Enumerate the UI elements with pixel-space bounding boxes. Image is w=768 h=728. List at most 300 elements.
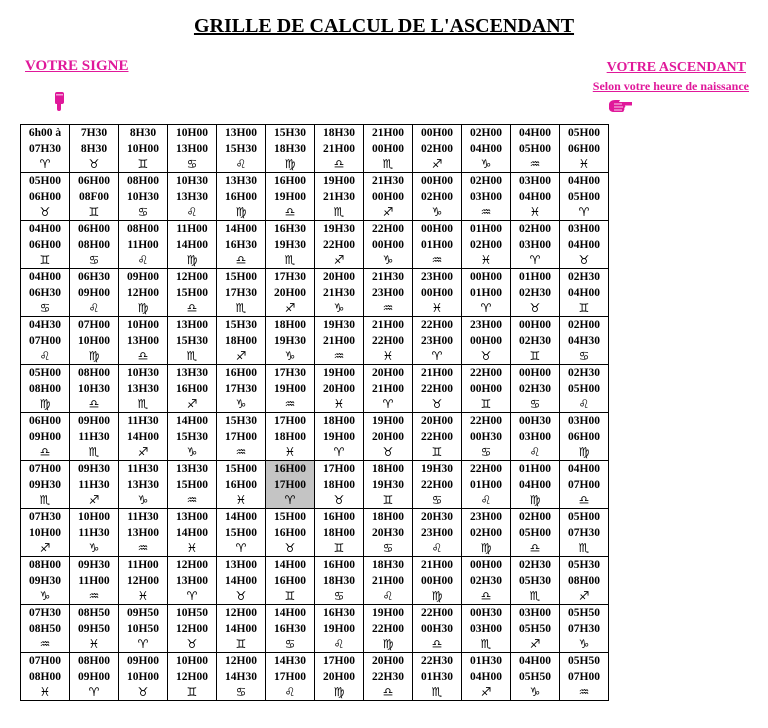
grid-cell [70, 461, 119, 509]
zodiac-sign-icon: ♓ [39, 685, 51, 699]
time-end: 10H00 [127, 143, 159, 155]
time-start: 09H00 [127, 271, 159, 283]
grid-cell [168, 461, 217, 509]
time-end: 00H30 [421, 623, 453, 635]
time-start: 17H00 [274, 415, 306, 427]
time-end: 12H00 [176, 671, 208, 683]
zodiac-sign-icon: ♉ [88, 157, 100, 171]
grid-cell [168, 125, 217, 173]
time-start: 10H00 [176, 127, 208, 139]
zodiac-sign-icon: ♍ [235, 205, 247, 219]
zodiac-sign-icon: ♑ [137, 493, 149, 507]
zodiac-sign-icon: ♓ [88, 637, 100, 651]
pointing-down-hand-icon [51, 92, 67, 114]
time-start: 04H00 [519, 655, 551, 667]
time-end: 04H00 [470, 143, 502, 155]
grid-cell [560, 413, 609, 461]
time-start: 16H30 [274, 223, 306, 235]
time-end: 22H30 [372, 671, 404, 683]
zodiac-sign-icon: ♏ [137, 397, 149, 411]
zodiac-sign-icon: ♐ [235, 349, 247, 363]
zodiac-sign-icon: ♈ [382, 397, 394, 411]
zodiac-sign-icon: ♉ [578, 253, 590, 267]
grid-cell [315, 173, 364, 221]
grid-cell [511, 365, 560, 413]
time-start: 07H30 [29, 607, 61, 619]
time-start: 01H00 [470, 223, 502, 235]
grid-cell [315, 509, 364, 557]
zodiac-sign-icon: ♌ [235, 157, 247, 171]
time-start: 6h00 à [28, 127, 62, 139]
zodiac-sign-icon: ♏ [39, 493, 51, 507]
zodiac-sign-icon: ♊ [480, 397, 492, 411]
time-end: 13H00 [127, 335, 159, 347]
grid-cell [413, 173, 462, 221]
zodiac-sign-icon: ♋ [382, 541, 394, 555]
zodiac-sign-icon: ♋ [431, 493, 443, 507]
page-title [0, 15, 768, 38]
zodiac-sign-icon: ♒ [431, 253, 443, 267]
grid-cell [119, 365, 168, 413]
zodiac-sign-icon: ♉ [333, 493, 345, 507]
zodiac-sign-icon: ♉ [529, 301, 541, 315]
grid-cell [168, 269, 217, 317]
time-end: 18H00 [274, 431, 306, 443]
zodiac-sign-icon: ♎ [284, 205, 296, 219]
zodiac-sign-icon: ♎ [235, 253, 247, 267]
grid-cell [168, 605, 217, 653]
time-end: 18H00 [323, 479, 355, 491]
grid-cell [511, 269, 560, 317]
zodiac-sign-icon: ♌ [382, 589, 394, 603]
zodiac-sign-icon: ♑ [529, 685, 541, 699]
time-end: 14H30 [225, 671, 257, 683]
time-end: 17H00 [274, 671, 306, 683]
time-end: 03H00 [470, 623, 502, 635]
grid-cell [462, 365, 511, 413]
grid-row [21, 605, 609, 653]
time-start: 18H00 [372, 511, 404, 523]
time-start: 18H00 [372, 463, 404, 475]
zodiac-sign-icon: ♐ [480, 685, 492, 699]
grid-cell [21, 461, 70, 509]
grid-cell [70, 605, 119, 653]
zodiac-sign-icon: ♋ [480, 445, 492, 459]
time-end: 18H30 [274, 143, 306, 155]
zodiac-sign-icon: ♌ [88, 301, 100, 315]
zodiac-sign-icon: ♏ [578, 541, 590, 555]
zodiac-sign-icon: ♐ [137, 445, 149, 459]
zodiac-sign-icon: ♓ [137, 589, 149, 603]
zodiac-sign-icon: ♍ [529, 493, 541, 507]
time-start: 21H00 [372, 319, 404, 331]
time-start: 19H00 [372, 607, 404, 619]
grid-cell [413, 413, 462, 461]
zodiac-sign-icon: ♊ [382, 493, 394, 507]
grid-cell [168, 365, 217, 413]
zodiac-sign-icon: ♒ [382, 301, 394, 315]
time-start: 18H00 [323, 415, 355, 427]
zodiac-sign-icon: ♒ [480, 205, 492, 219]
zodiac-sign-icon: ♊ [284, 589, 296, 603]
time-start: 20H00 [372, 367, 404, 379]
time-end: 09H30 [29, 479, 61, 491]
grid-cell [119, 125, 168, 173]
grid-cell [560, 269, 609, 317]
time-end: 23H00 [421, 335, 453, 347]
grid-cell [70, 557, 119, 605]
zodiac-sign-icon: ♊ [529, 349, 541, 363]
your-ascendant-label: VOTRE ASCENDANT [606, 60, 746, 75]
grid-cell [266, 317, 315, 365]
grid-cell [217, 557, 266, 605]
grid-cell [462, 125, 511, 173]
time-start: 14H30 [274, 655, 306, 667]
time-start: 17H30 [274, 271, 306, 283]
time-start: 20H30 [421, 511, 453, 523]
zodiac-sign-icon: ♈ [578, 205, 590, 219]
grid-row [21, 653, 609, 701]
zodiac-sign-icon: ♏ [529, 589, 541, 603]
time-start: 07H00 [78, 319, 110, 331]
time-end: 04H00 [568, 239, 600, 251]
time-start: 15H00 [225, 271, 257, 283]
grid-cell [217, 461, 266, 509]
zodiac-sign-icon: ♎ [431, 637, 443, 651]
grid-cell [70, 125, 119, 173]
grid-cell [217, 509, 266, 557]
time-end: 00H30 [470, 431, 502, 443]
grid-cell [560, 461, 609, 509]
grid-cell [266, 173, 315, 221]
zodiac-sign-icon: ♌ [39, 349, 51, 363]
time-end: 00H00 [470, 335, 502, 347]
time-start: 04H00 [568, 175, 600, 187]
time-end: 18H00 [225, 335, 257, 347]
time-end: 07H30 [29, 143, 61, 155]
zodiac-sign-icon: ♒ [529, 157, 541, 171]
grid-cell [364, 125, 413, 173]
time-end: 09H00 [78, 671, 110, 683]
time-start: 12H00 [225, 655, 257, 667]
zodiac-sign-icon: ♐ [431, 157, 443, 171]
zodiac-sign-icon: ♌ [137, 253, 149, 267]
grid-cell [21, 221, 70, 269]
time-end: 16H00 [274, 527, 306, 539]
time-end: 08H00 [78, 239, 110, 251]
time-end: 02H30 [470, 575, 502, 587]
grid-cell [462, 653, 511, 701]
grid-cell [266, 269, 315, 317]
time-end: 19H00 [274, 383, 306, 395]
grid-cell [462, 413, 511, 461]
time-end: 18H30 [323, 575, 355, 587]
time-start: 22H00 [421, 607, 453, 619]
grid-cell [21, 173, 70, 221]
time-start: 04H00 [29, 223, 61, 235]
zodiac-sign-icon: ♌ [333, 637, 345, 651]
grid-cell [462, 557, 511, 605]
grid-cell [217, 317, 266, 365]
zodiac-sign-icon: ♎ [382, 685, 394, 699]
time-start: 02H00 [470, 127, 502, 139]
grid-cell [315, 365, 364, 413]
zodiac-sign-icon: ♉ [39, 205, 51, 219]
time-end: 14H00 [176, 527, 208, 539]
grid-cell [21, 269, 70, 317]
time-end: 20H00 [372, 431, 404, 443]
time-end: 17H00 [274, 479, 306, 491]
grid-cell [315, 461, 364, 509]
zodiac-sign-icon: ♉ [284, 541, 296, 555]
zodiac-sign-icon: ♒ [235, 445, 247, 459]
time-start: 11H30 [127, 415, 159, 427]
zodiac-sign-icon: ♊ [137, 157, 149, 171]
zodiac-sign-icon: ♊ [39, 253, 51, 267]
grid-cell [168, 413, 217, 461]
time-start: 16H00 [323, 559, 355, 571]
grid-cell [266, 653, 315, 701]
grid-row [21, 461, 609, 509]
grid-cell [413, 365, 462, 413]
grid-cell [315, 269, 364, 317]
time-end: 04H00 [470, 671, 502, 683]
grid-cell [119, 413, 168, 461]
grid-cell [511, 173, 560, 221]
zodiac-sign-icon: ♋ [88, 253, 100, 267]
time-end: 11H00 [78, 575, 110, 587]
zodiac-sign-icon: ♓ [235, 493, 247, 507]
zodiac-sign-icon: ♍ [186, 253, 198, 267]
grid-cell [266, 221, 315, 269]
time-end: 20H30 [372, 527, 404, 539]
zodiac-sign-icon: ♊ [578, 301, 590, 315]
time-start: 07H30 [29, 511, 61, 523]
time-start: 22H00 [470, 463, 502, 475]
time-end: 02H00 [421, 191, 453, 203]
grid-cell [70, 413, 119, 461]
grid-cell [21, 365, 70, 413]
zodiac-sign-icon: ♏ [235, 301, 247, 315]
zodiac-sign-icon: ♐ [284, 301, 296, 315]
time-end: 22H00 [372, 335, 404, 347]
zodiac-sign-icon: ♒ [137, 541, 149, 555]
time-end: 23H00 [372, 287, 404, 299]
time-end: 01H30 [421, 671, 453, 683]
zodiac-sign-icon: ♑ [480, 157, 492, 171]
zodiac-sign-icon: ♊ [186, 685, 198, 699]
time-start: 01H30 [470, 655, 502, 667]
time-start: 08H00 [127, 223, 159, 235]
time-start: 00H00 [421, 223, 453, 235]
zodiac-sign-icon: ♍ [284, 157, 296, 171]
time-start: 03H00 [568, 415, 600, 427]
zodiac-sign-icon: ♓ [284, 445, 296, 459]
time-start: 13H30 [225, 175, 257, 187]
zodiac-sign-icon: ♋ [137, 205, 149, 219]
grid-cell [462, 269, 511, 317]
grid-cell [315, 653, 364, 701]
time-start: 05H00 [29, 175, 61, 187]
grid-cell [315, 605, 364, 653]
time-end: 04H00 [568, 287, 600, 299]
time-start: 16H00 [274, 175, 306, 187]
time-end: 03H00 [470, 191, 502, 203]
grid-cell [21, 557, 70, 605]
zodiac-sign-icon: ♏ [186, 349, 198, 363]
time-start: 09H00 [78, 415, 110, 427]
grid-cell [364, 653, 413, 701]
time-start: 18H00 [274, 319, 306, 331]
grid-cell [462, 461, 511, 509]
time-end: 05H00 [568, 191, 600, 203]
grid-cell [462, 173, 511, 221]
time-end: 04H30 [568, 335, 600, 347]
time-end: 14H00 [176, 239, 208, 251]
time-start: 19H30 [323, 223, 355, 235]
time-end: 16H00 [274, 575, 306, 587]
zodiac-sign-icon: ♌ [578, 397, 590, 411]
zodiac-sign-icon: ♐ [529, 637, 541, 651]
time-start: 04H00 [519, 127, 551, 139]
time-end: 13H00 [176, 575, 208, 587]
grid-cell [70, 365, 119, 413]
zodiac-sign-icon: ♑ [333, 301, 345, 315]
grid-cell [70, 509, 119, 557]
time-end: 21H00 [372, 575, 404, 587]
grid-row [21, 173, 609, 221]
time-start: 03H00 [519, 175, 551, 187]
time-start: 12H00 [176, 271, 208, 283]
time-start: 09H30 [78, 463, 110, 475]
grid-cell [560, 509, 609, 557]
time-start: 11H00 [127, 559, 159, 571]
grid-cell [511, 413, 560, 461]
grid-cell [560, 317, 609, 365]
zodiac-sign-icon: ♓ [529, 205, 541, 219]
time-start: 05H00 [29, 367, 61, 379]
time-start: 08H00 [127, 175, 159, 187]
time-end: 15H00 [176, 287, 208, 299]
grid-cell [266, 557, 315, 605]
time-start: 14H00 [225, 511, 257, 523]
time-start: 20H00 [323, 271, 355, 283]
grid-cell [413, 557, 462, 605]
time-end: 05H30 [519, 575, 551, 587]
grid-cell [413, 653, 462, 701]
grid-cell [413, 125, 462, 173]
time-start: 03H00 [519, 607, 551, 619]
zodiac-sign-icon: ♍ [333, 685, 345, 699]
grid-cell [462, 221, 511, 269]
grid-cell [413, 269, 462, 317]
time-end: 00H00 [421, 287, 453, 299]
time-start: 00H00 [519, 367, 551, 379]
time-start: 16H00 [225, 367, 257, 379]
time-end: 08H00 [29, 383, 61, 395]
time-start: 14H00 [274, 607, 306, 619]
time-end: 08H50 [29, 623, 61, 635]
time-start: 18H30 [372, 559, 404, 571]
grid-cell [70, 221, 119, 269]
grid-cell [560, 125, 609, 173]
time-start: 21H00 [372, 127, 404, 139]
time-start: 15H30 [225, 415, 257, 427]
time-end: 01H00 [470, 287, 502, 299]
zodiac-sign-icon: ♍ [39, 397, 51, 411]
zodiac-sign-icon: ♒ [333, 349, 345, 363]
time-end: 05H00 [568, 383, 600, 395]
time-start: 04H00 [29, 271, 61, 283]
zodiac-sign-icon: ♍ [382, 637, 394, 651]
time-start: 21H00 [421, 367, 453, 379]
time-start: 23H00 [470, 511, 502, 523]
time-start: 00H30 [519, 415, 551, 427]
grid-cell [217, 221, 266, 269]
time-start: 19H30 [421, 463, 453, 475]
zodiac-sign-icon: ♑ [39, 589, 51, 603]
time-start: 07H00 [29, 463, 61, 475]
time-start: 16H00 [323, 511, 355, 523]
time-start: 13H00 [176, 319, 208, 331]
birth-time-sublabel: Selon votre heure de naissance [592, 79, 749, 93]
time-start: 20H00 [372, 655, 404, 667]
zodiac-sign-icon: ♈ [431, 349, 443, 363]
grid-cell [21, 125, 70, 173]
time-end: 22H00 [421, 431, 453, 443]
time-end: 00H00 [421, 575, 453, 587]
zodiac-sign-icon: ♈ [39, 157, 51, 171]
grid-cell [413, 221, 462, 269]
time-end: 14H00 [127, 431, 159, 443]
time-start: 05H50 [568, 655, 600, 667]
grid-cell [119, 173, 168, 221]
zodiac-sign-icon: ♎ [578, 493, 590, 507]
grid-cell [511, 509, 560, 557]
time-start: 13H00 [225, 559, 257, 571]
time-start: 02H00 [568, 319, 600, 331]
time-end: 03H00 [519, 239, 551, 251]
time-start: 12H00 [225, 607, 257, 619]
time-start: 13H00 [176, 511, 208, 523]
time-start: 22H00 [470, 415, 502, 427]
zodiac-sign-icon: ♐ [39, 541, 51, 555]
time-start: 17H00 [323, 655, 355, 667]
zodiac-sign-icon: ♋ [284, 637, 296, 651]
zodiac-sign-icon: ♋ [235, 685, 247, 699]
grid-cell [315, 413, 364, 461]
grid-cell [462, 317, 511, 365]
time-end: 02H00 [421, 143, 453, 155]
time-start: 02H30 [568, 367, 600, 379]
grid-cell [511, 605, 560, 653]
time-start: 10H00 [78, 511, 110, 523]
time-end: 01H00 [421, 239, 453, 251]
grid-cell [70, 173, 119, 221]
time-end: 00H00 [372, 239, 404, 251]
grid-cell [119, 605, 168, 653]
time-end: 12H00 [176, 623, 208, 635]
zodiac-sign-icon: ♉ [480, 349, 492, 363]
time-end: 15H30 [225, 143, 257, 155]
time-end: 17H30 [225, 287, 257, 299]
time-start: 14H00 [274, 559, 306, 571]
grid-cell [217, 653, 266, 701]
zodiac-sign-icon: ♐ [88, 493, 100, 507]
zodiac-sign-icon: ♏ [382, 157, 394, 171]
grid-cell [560, 221, 609, 269]
zodiac-sign-icon: ♒ [578, 685, 590, 699]
